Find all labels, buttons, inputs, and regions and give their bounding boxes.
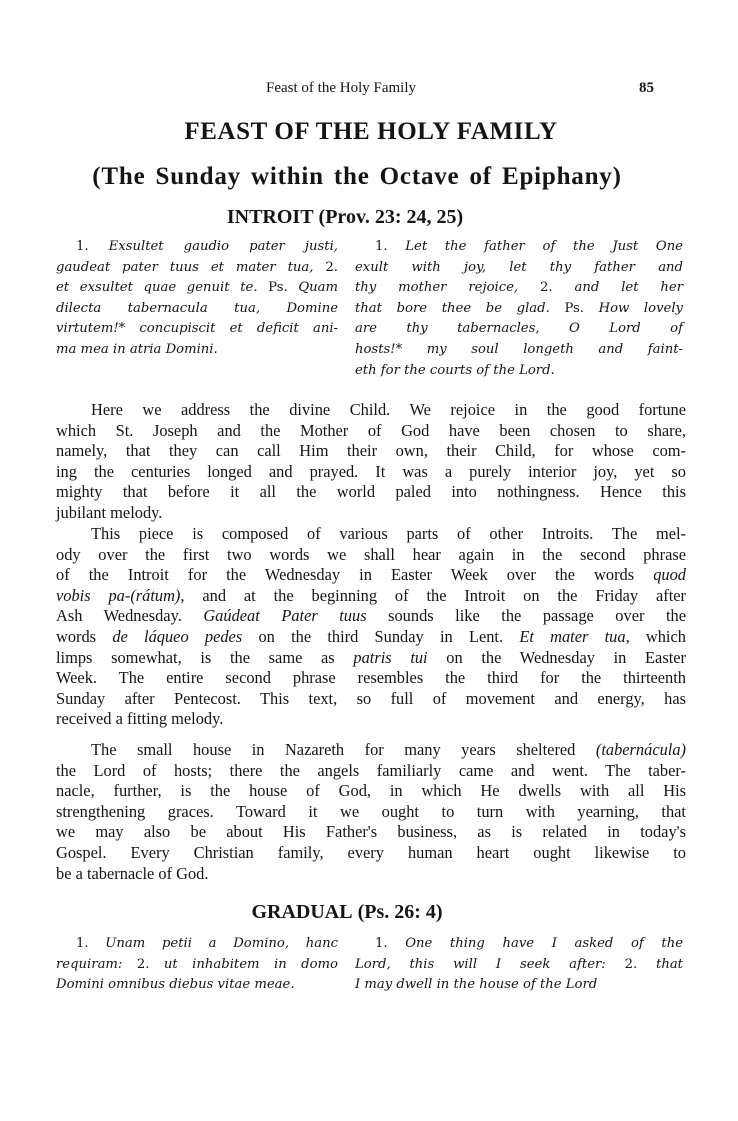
text-run: nacle, further, is the house of God, in which He dwells with all His [56,781,686,801]
text-line [355,340,683,361]
text-run: limps somewhat, is the same as [56,647,354,667]
text-run: received a fitting melody. [56,709,224,729]
italic-run: that bore thee be glad. [355,300,565,316]
text-line [56,441,686,462]
text-run: ing the centuries longed and prayed. It was a purely interior joy, yet so [56,461,686,481]
text-run: we may also be about His Father's business, as is related in today's [56,822,686,842]
italic-run: (tabernácula) [595,740,686,759]
text-run: Gospel. Every Christian family, every human heart ought likewise to [56,842,686,862]
text-line [56,843,686,864]
text-line [355,237,683,258]
text-line [56,864,686,885]
text-line [355,934,683,955]
text-line [56,627,686,648]
italic-run: Quam [298,280,338,296]
text-run: 1. [375,239,406,254]
text-run: be a tabernacle of God. [56,863,209,883]
text-line [56,975,338,996]
text-run: Week. The entire second phrase resembles the third for the thirteenth [56,668,686,688]
gradual-heading-name: GRADUAL [251,901,353,923]
introit-heading [30,206,660,229]
italic-run: How lovely [598,300,684,316]
text-run: namely, that they can call Him their own, their Child, for whose com- [56,441,686,461]
text-line [56,761,686,782]
italic-run: and let her [574,280,684,296]
italic-run: de láqueo pedes [112,626,243,646]
text-run: Here we address the divine Child. We rejoice in the good fortune [91,400,686,419]
text-run: of the Introit for the Wednesday in Easter Week over the words [56,565,654,585]
italic-run: ma mea in atria Domini. [56,341,218,357]
running-head-title: Feast of the Holy Family [266,80,416,96]
italic-run: are thy tabernacles, O Lord of [355,321,683,337]
text-line [56,524,686,545]
text-line [355,975,683,996]
text-run: 2. [325,259,338,275]
italic-run: vobis pa-(rátum) [56,585,181,605]
italic-run: et exsultet quae genuit te. [56,280,269,296]
chapter-subtitle: (The Sunday within the Octave of Epiphany) [92,163,622,190]
text-line [355,278,683,299]
text-line [355,299,683,320]
text-line [56,237,338,258]
text-run: 1. [375,936,406,951]
text-line [56,482,686,503]
text-line [56,781,686,802]
gradual-heading [32,901,662,924]
text-line [56,400,686,421]
text-line [56,340,338,361]
italic-run: Let the father of the Just One [405,239,683,254]
italic-run: that [656,956,683,972]
italic-run: dilecta tabernacula tua, Domine [56,300,338,316]
text-run: the Lord of hosts; there the angels familiarly came and went. The taber- [56,760,686,780]
text-line [56,586,686,607]
introit-heading-reference: (Prov. 23: 24, 25) [318,206,464,228]
text-line [355,361,683,382]
text-run: sounds like the passage over the [366,606,686,626]
italic-run: Unam petii a Domino, hanc [105,936,338,951]
commentary-paragraph-1 [56,400,686,524]
text-line [56,668,686,689]
italic-run: thy mother rejoice, [355,280,541,296]
text-line [56,278,338,299]
text-line [355,319,683,340]
text-run: 1. [76,239,109,254]
text-run: mighty that before it all the world paled into nothingness. Hence this [56,482,686,502]
text-run: jubilant melody. [56,502,163,522]
italic-run: I may dwell in the house of the Lord [355,977,598,993]
italic-run: quod [653,565,686,585]
page-number: 85 [639,80,654,96]
text-run: Sunday after Pentecost. This text, so full of movement and energy, has [56,688,686,708]
text-run: 2. [624,956,657,972]
italic-run: Domini omnibus diebus vitae meae. [56,977,295,993]
running-head [56,80,686,100]
text-run: , which [625,626,686,646]
commentary-paragraph-3 [56,740,686,884]
italic-run: One thing have I asked of the [405,936,684,951]
italic-run: patris tui [353,647,428,667]
text-run: words [56,626,113,646]
text-run: Ash Wednesday. [56,606,204,626]
italic-run: hosts!* my soul longeth and faint- [355,341,683,357]
text-line [56,802,686,823]
text-run: 1. [76,936,106,951]
italic-run: exult with joy, let thy father and [355,259,683,275]
text-run: on the third Sunday in Lent. [242,626,520,646]
text-run: Ps. [268,280,299,296]
text-run: which St. Joseph and the Mother of God have been chosen to share, [56,420,686,440]
text-line [56,648,686,669]
text-line [56,258,338,279]
text-run: 2. [540,280,575,296]
text-line [56,503,686,524]
italic-run: gaudeat pater tuus et mater tua, [56,259,326,275]
italic-run: Lord, this will I seek after: [355,956,625,972]
text-run: The small house in Nazareth for many years sheltered [91,740,596,759]
text-line [56,319,338,340]
text-line [56,299,338,320]
text-line [56,822,686,843]
text-line [56,709,686,730]
introit-latin-column [56,237,338,361]
text-line [56,565,686,586]
text-run: Ps. [564,300,599,316]
gradual-latin-column [56,934,338,996]
italic-run: virtutem!* concupiscit et deficit ani- [56,321,338,337]
text-run: 2. [136,956,164,972]
text-run: ody over the first two words we shall hear again in the second phrase [56,544,686,564]
italic-run: Et mater tua [519,626,626,646]
introit-heading-name: INTROIT [226,206,314,228]
text-run: on the Wednesday in Easter [427,647,686,667]
italic-run: eth for the courts of the Lord. [355,362,555,378]
italic-run: ut inhabitem in domo [163,956,338,972]
text-line [355,955,683,976]
text-run: strengthening graces. Toward it we ought to turn with yearning, that [56,801,686,821]
text-line [56,740,686,761]
text-line [56,462,686,483]
italic-run: Exsultet gaudio pater justi, [108,239,338,254]
text-run: This piece is composed of various parts of other Introits. The mel- [91,524,686,543]
text-line [56,606,686,627]
text-line [56,421,686,442]
text-line [355,258,683,279]
italic-run: requiram: [56,956,137,972]
commentary-paragraph-2 [56,524,686,730]
text-run: , and at the beginning of the Introit on the Friday after [180,585,687,605]
text-line [56,955,338,976]
text-line [56,934,338,955]
gradual-english-column [355,934,683,996]
gradual-heading-reference: (Ps. 26: 4) [357,901,443,923]
text-line [56,545,686,566]
italic-run: Gaúdeat Pater tuus [203,606,367,626]
text-line [56,689,686,710]
introit-english-column [355,237,683,381]
chapter-title: FEAST OF THE HOLY FAMILY [184,118,558,145]
